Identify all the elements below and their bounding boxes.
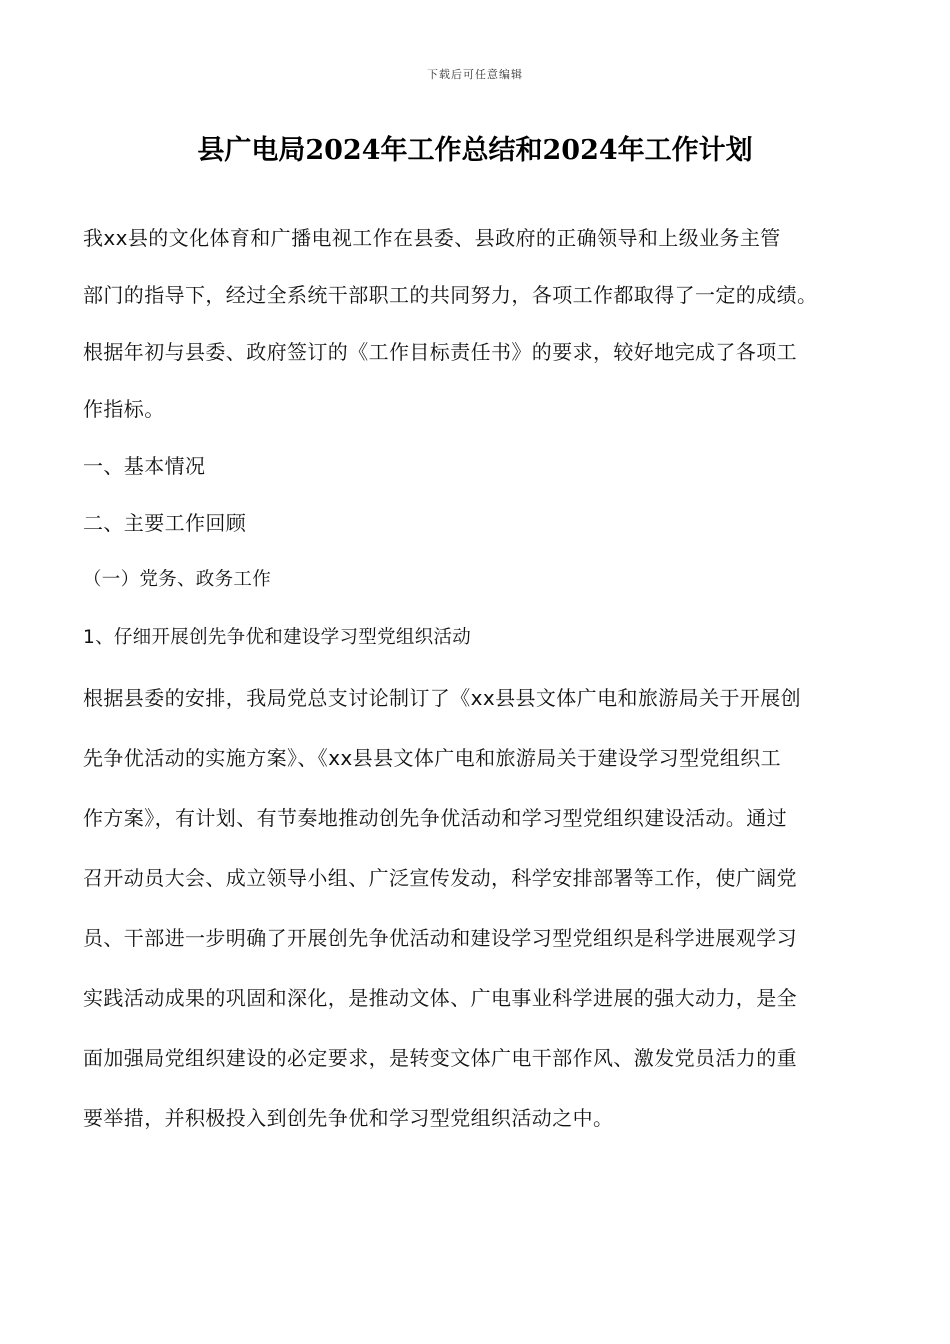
text-line: 面加强局党组织建设的必定要求，是转变文体广电干部作风、激发党员活力的重 xyxy=(83,1046,797,1070)
header-note: 下载后可任意编辑 xyxy=(427,68,523,81)
document-title: 县广电局2024年工作总结和2024年工作计划 xyxy=(197,135,753,166)
subsection-heading: （一）党务、政务工作 xyxy=(83,569,272,590)
text-line: 根据县委的安排，我局党总支讨论制订了《xx县县文体广电和旅游局关于开展创 xyxy=(83,686,802,710)
text-line: 要举措，并积极投入到创先争优和学习型党组织活动之中。 xyxy=(83,1106,614,1130)
body-paragraph xyxy=(83,668,873,1148)
section-heading-review: 二、主要工作回顾 xyxy=(83,511,247,535)
text-line: 我xx县的文化体育和广播电视工作在县委、县政府的正确领导和上级业务主管 xyxy=(83,226,781,250)
document-body xyxy=(83,210,873,1148)
text-line: 根据年初与县委、政府签订的《工作目标责任书》的要求，较好地完成了各项工 xyxy=(83,340,797,364)
text-line: 员、干部进一步明确了开展创先争优活动和建设学习型党组织是科学进展观学习 xyxy=(83,926,797,950)
text-line: 部门的指导下，经过全系统干部职工的共同努力，各项工作都取得了一定的成绩。 xyxy=(83,283,818,307)
text-line: 召开动员大会、成立领导小组、广泛宣传发动，科学安排部署等工作，使广阔党 xyxy=(83,866,797,890)
section-heading-basic: 一、基本情况 xyxy=(83,454,206,478)
text-line: 作指标。 xyxy=(83,397,165,421)
text-line: 作方案》，有计划、有节奏地推动创先争优活动和学习型党组织建设活动。通过 xyxy=(83,806,787,830)
item-heading: 1、仔细开展创先争优和建设学习型党组织活动 xyxy=(83,627,472,648)
text-line: 先争优活动的实施方案》、《xx县县文体广电和旅游局关于建设学习型党组织工 xyxy=(83,746,782,770)
text-line: 实践活动成果的巩固和深化，是推动文体、广电事业科学进展的强大动力，是全 xyxy=(83,986,797,1010)
intro-paragraph xyxy=(83,210,873,438)
